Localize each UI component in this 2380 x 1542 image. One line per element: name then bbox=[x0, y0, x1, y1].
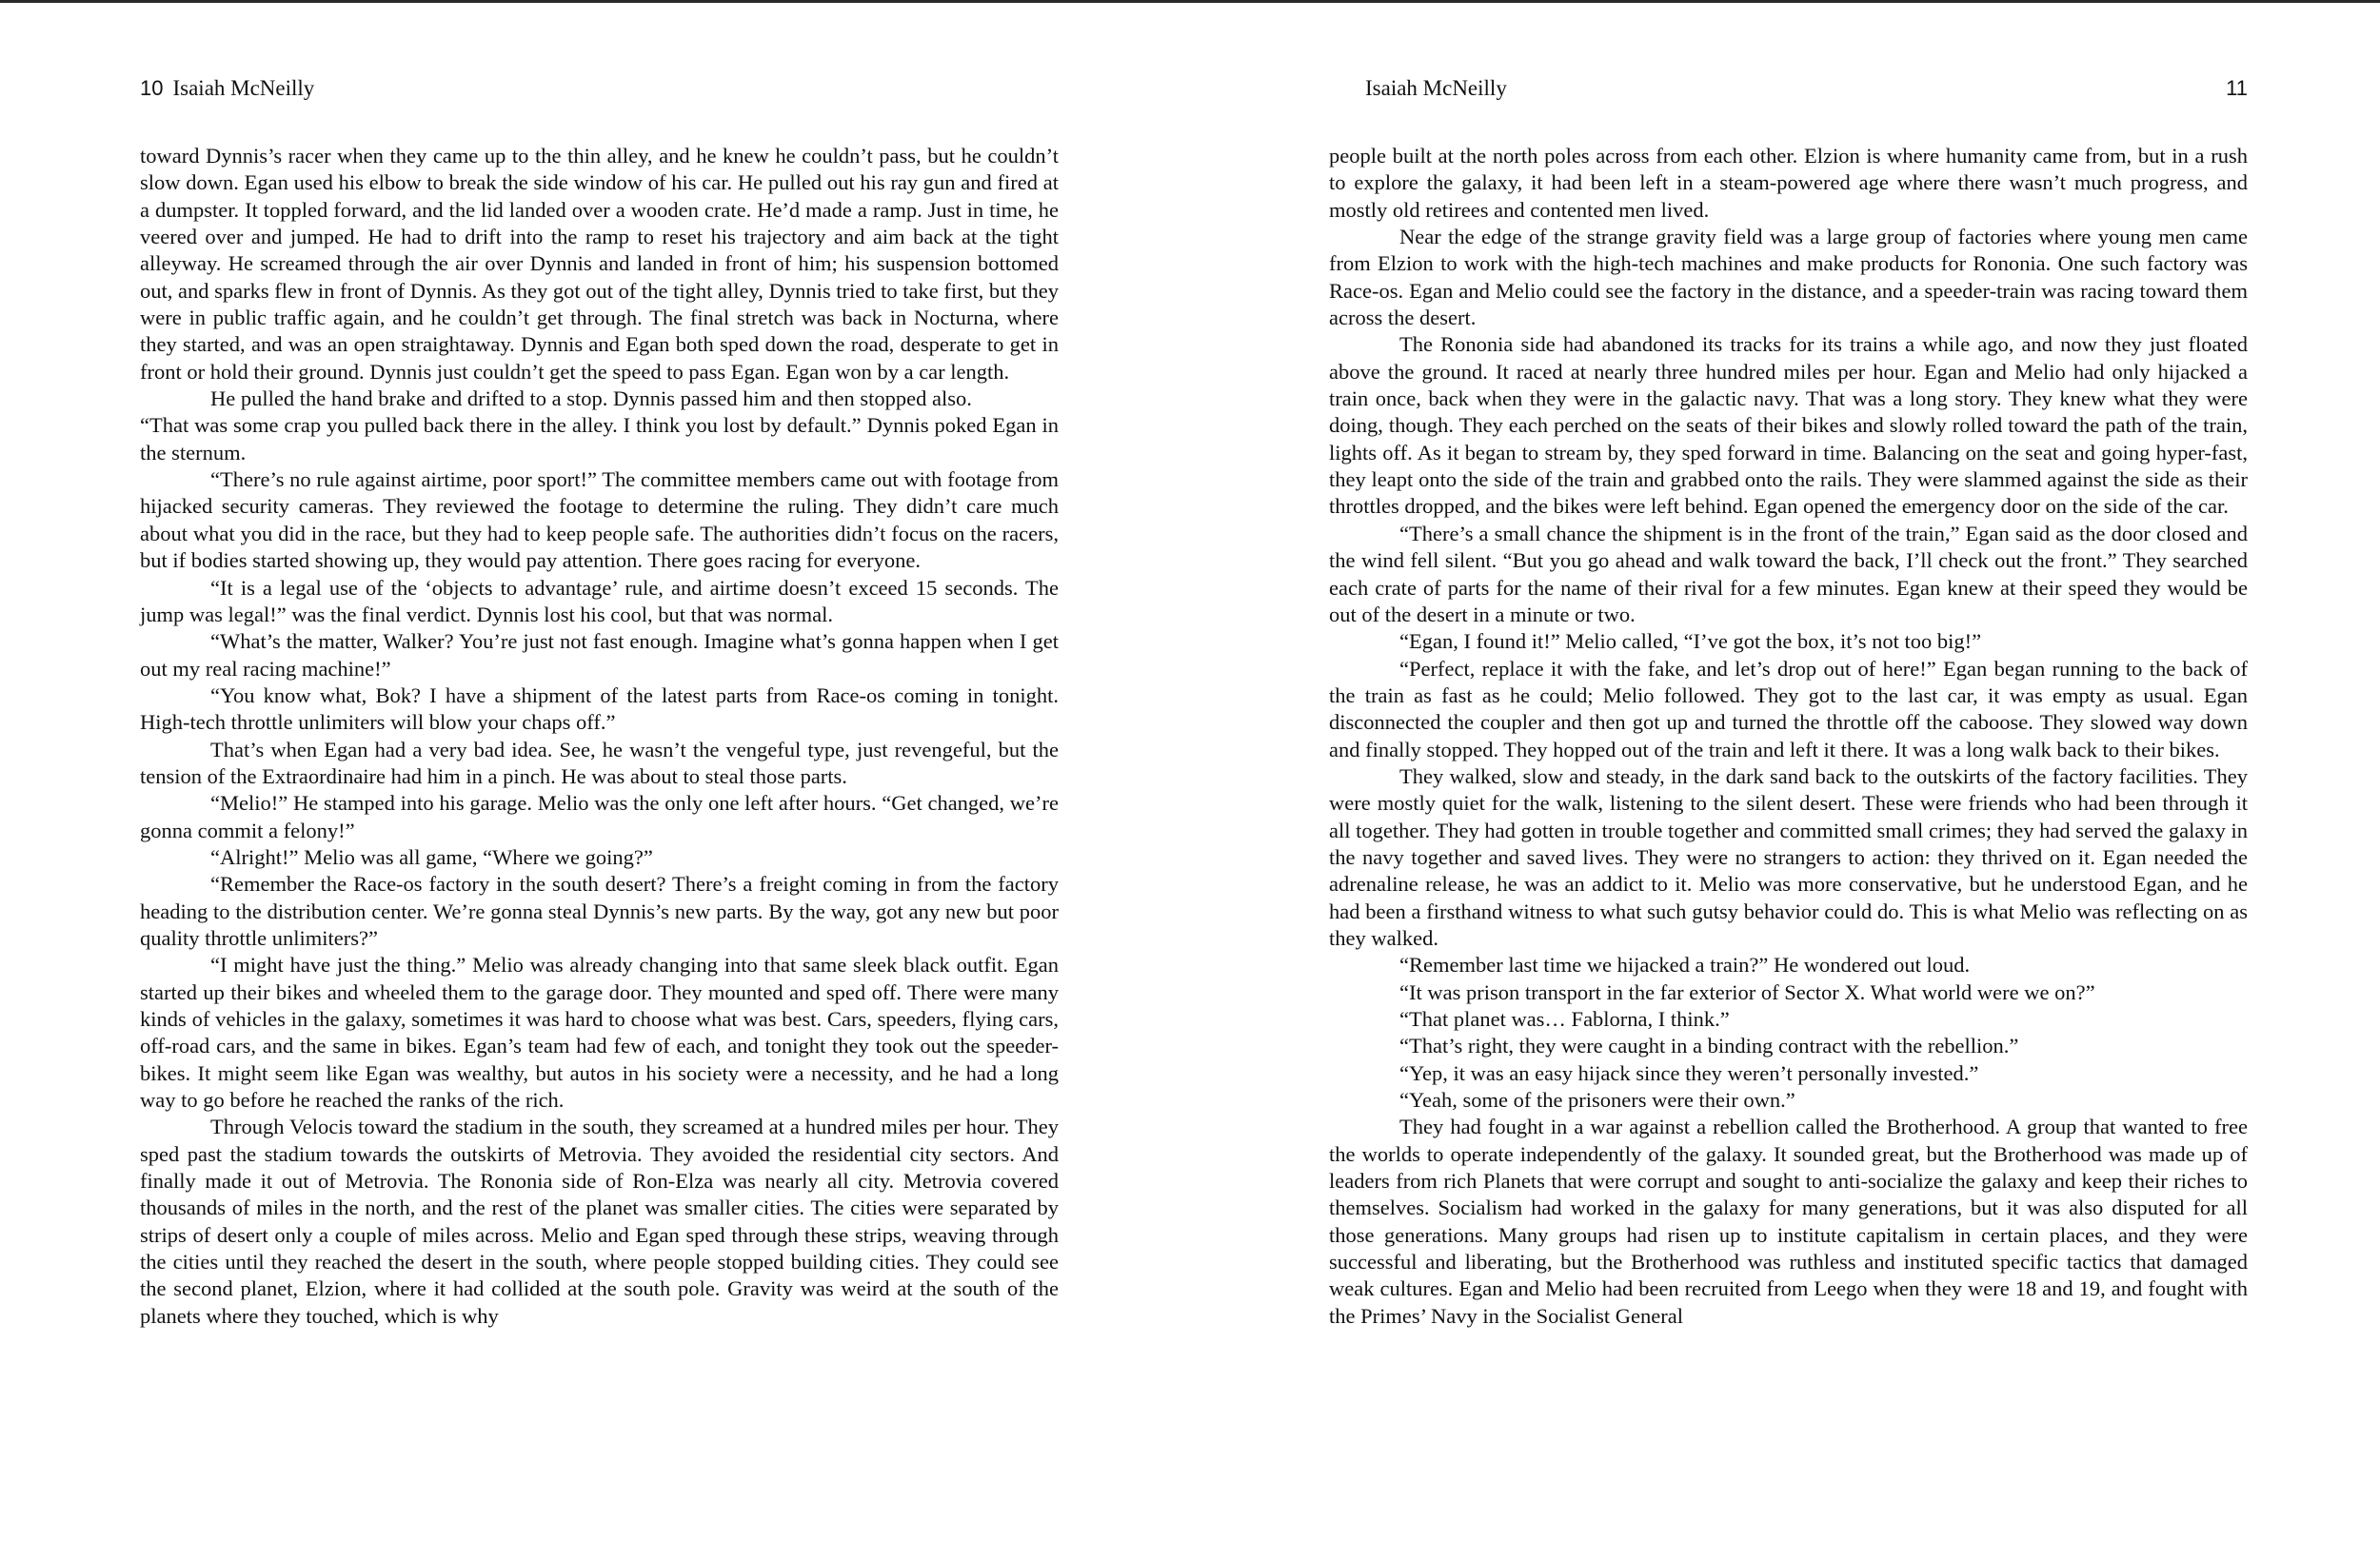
right-header-author: Isaiah McNeilly bbox=[1365, 76, 1507, 100]
paragraph: “Egan, I found it!” Melio called, “I’ve got the box, it’s not too big!” bbox=[1399, 629, 1982, 654]
right-page bbox=[1329, 0, 2248, 1542]
left-body-text bbox=[140, 143, 1059, 1330]
paragraph: Near the edge of the strange gravity field was a large group of factories where young men came from Elzion to work with the high-tech machines and make products for Rononia. One such factory was Race-os. Egan and Melio could see the factory in the distance, and a speeder-train was racing toward them across the desert. bbox=[1329, 225, 2248, 330]
paragraph: people built at the north poles across from each other. Elzion is where humanity came from, but in a rush to explore the galaxy, it had been left in a steam-powered age where there wasn’t much progress, and mostly old retirees and contented men lived. bbox=[1329, 144, 2248, 222]
paragraph: “Yeah, some of the prisoners were their own.” bbox=[1399, 1088, 1795, 1113]
paragraph: “It was prison transport in the far exterior of Sector X. What world were we on?” bbox=[1399, 979, 2095, 1004]
right-body-text bbox=[1329, 143, 2248, 1330]
paragraph: “Remember last time we hijacked a train?” He wondered out loud. bbox=[1399, 953, 1971, 978]
paragraph: “There’s no rule against airtime, poor sport!” The committee members came out with footage from hijacked security cameras. They reviewed the footage to determine the ruling. They didn’t care much about what you did in the race, but they had to keep people safe. The authorities didn’t focus on the racers, but if bodies started showing up, they would pay attention. There goes racing for everyone. bbox=[140, 467, 1059, 573]
paragraph: “Perfect, replace it with the fake, and let’s drop out of here!” Egan began running to the back of the train as fast as he could; Melio followed. They got to the last car, it was empty as usual. Egan disconnected the coupler and then got up and turned the throttle off the caboose. They slowed way down and finally stopped. They hopped out of the train and left it there. It was a long walk back to their bikes. bbox=[1329, 656, 2248, 761]
right-page-number: 11 bbox=[2226, 76, 2248, 100]
paragraph: “Remember the Race-os factory in the south desert? There’s a freight coming in from the factory heading to the distribution center. We’re gonna steal Dynnis’s new parts. By the way, got any new but poor quality throttle unlimiters?” bbox=[140, 872, 1059, 950]
paragraph: “Yep, it was an easy hijack since they weren’t personally invested.” bbox=[1399, 1060, 1979, 1085]
paragraph: “That planet was… Fablorna, I think.” bbox=[1399, 1007, 1730, 1031]
paragraph: “That’s right, they were caught in a binding contract with the rebellion.” bbox=[1399, 1034, 2019, 1058]
paragraph: They walked, slow and steady, in the dark sand back to the outskirts of the factory facilities. They were mostly quiet for the walk, listening to the silent desert. These were friends who had been through it all together. They had gotten in trouble together and committed small crimes; they had served the galaxy in the navy together and saved lives. They were no strangers to action: they thrived on it. Egan needed the adrenaline release, he was an addict to it. Melio was more conservative, but he understood Egan, and he had been a firsthand witness to what such gutsy behavior could do. This is what Melio was reflecting on as they walked. bbox=[1329, 763, 2248, 950]
left-running-header bbox=[140, 72, 1059, 105]
paragraph: That’s when Egan had a very bad idea. See, he wasn’t the vengeful type, just revengeful, but the tension of the Extraordinaire had him in a pinch. He was about to steal those parts. bbox=[140, 737, 1059, 788]
paragraph: Through Velocis toward the stadium in the south, they screamed at a hundred miles per hour. They sped past the stadium towards the outskirts of Metrovia. They avoided the residential city sectors. And finally made it out of Metrovia. The Rononia side of Ron-Elza was nearly all city. Metrovia covered thousands of miles in the north, and the rest of the planet was smaller cities. The cities were separated by strips of desert only a couple of miles across. Melio and Egan sped through these strips, weaving through the cities until they reached the desert in the south, where people stopped building cities. They could see the second planet, Elzion, where it had collided at the south pole. Gravity was weird at the south of the planets where they touched, which is why bbox=[140, 1115, 1059, 1328]
paragraph: “That was some crap you pulled back there in the alley. I think you lost by default.” Dynnis poked Egan in the sternum. bbox=[140, 413, 1059, 465]
right-running-header bbox=[1329, 72, 2248, 105]
paragraph: He pulled the hand brake and drifted to a stop. Dynnis passed him and then stopped also. bbox=[210, 386, 972, 411]
paragraph: “You know what, Bok? I have a shipment of the latest parts from Race-os coming in tonight. High-tech throttle unlimiters will blow your chaps off.” bbox=[140, 682, 1059, 735]
paragraph: toward Dynnis’s racer when they came up to the thin alley, and he knew he couldn’t pass, but he couldn’t slow down. Egan used his elbow to break the side window of his car. He pulled out his ray gun and fired at a dumpster. It toppled forward, and the lid landed over a wooden crate. He’d made a ramp. Just in time, he veered over and jumped. He had to drift into the ramp to reset his trajectory and aim back at the tight alleyway. He screamed through the air over Dynnis and landed in front of him; his suspension bottomed out, and sparks flew in front of Dynnis. As they got out of the tight alley, Dynnis tried to take first, but they were in public traffic again, and he couldn’t get through. The final stretch was back in Nocturna, where they started, and was an open straightaway. Dynnis and Egan both sped down the road, desperate to get in front or hold their ground. Dynnis just couldn’t get the speed to pass Egan. Egan won by a car length. bbox=[140, 144, 1059, 384]
paragraph: They had fought in a war against a rebellion called the Brotherhood. A group that wanted to free the worlds to operate independently of the galaxy. It sounded great, but the Brotherhood was made up of leaders from rich Planets that were corrupt and sought to anti-socialize the galaxy and keep their riches to themselves. Socialism had worked in the galaxy for many generations, but it was also disputed for all those generations. Many groups had risen up to institute capitalism in certain places, and they were successful and liberating, but the Brotherhood was ruthless and instituted specific tactics that damaged weak cultures. Egan and Melio had been recruited from Leego when they were 18 and 19, and fought with the Primes’ Navy in the Socialist General bbox=[1329, 1115, 2248, 1328]
paragraph: “Alright!” Melio was all game, “Where we going?” bbox=[210, 844, 653, 869]
paragraph: “It is a legal use of the ‘objects to advantage’ rule, and airtime doesn’t exceed 15 seconds. The jump was legal!” was the final verdict. Dynnis lost his cool, but that was normal. bbox=[140, 575, 1059, 626]
left-page bbox=[140, 0, 1059, 1542]
paragraph: “There’s a small chance the shipment is in the front of the train,” Egan said as the door closed and the wind fell silent. “But you go ahead and walk toward the back, I’ll check out the front.” They searched each crate of parts for the name of their rival for a few minutes. Egan knew at their speed they would be out of the desert in a minute or two. bbox=[1329, 521, 2248, 626]
left-page-number: 10 bbox=[140, 76, 164, 100]
left-header-author: Isaiah McNeilly bbox=[172, 76, 315, 100]
paragraph: “I might have just the thing.” Melio was already changing into that same sleek black outfit. Egan started up their bikes and wheeled them to the garage door. They mounted and sped off. There were many kinds of vehicles in the galaxy, sometimes it was hard to choose what was best. Cars, speeders, flying cars, off-road cars, and the same in bikes. Egan’s team had few of each, and tonight they took out the speeder-bikes. It might seem like Egan was wealthy, but autos in his society were a necessity, and he had a long way to go before he reached the ranks of the rich. bbox=[140, 953, 1059, 1113]
paragraph: “What’s the matter, Walker? You’re just not fast enough. Imagine what’s gonna happen when I get out my real racing machine!” bbox=[140, 629, 1059, 681]
paragraph: The Rononia side had abandoned its tracks for its trains a while ago, and now they just floated above the ground. It raced at nearly three hundred miles per hour. Egan and Melio had only hijacked a train once, back when they were in the galactic navy. That was a long story. They knew what they were doing, though. They each perched on the seats of their bikes and slowly rolled toward the path of the train, lights off. As it began to stream by, they sped forward in time. Balancing on the seat and going hyper-fast, they leapt onto the side of the train and grabbed onto the rails. They were slammed against the side as their throttles dropped, and the bikes were left behind. Egan opened the emergency door on the side of the car. bbox=[1329, 332, 2248, 519]
paragraph: “Melio!” He stamped into his garage. Melio was the only one left after hours. “Get changed, we’re gonna commit a felony!” bbox=[140, 791, 1059, 842]
